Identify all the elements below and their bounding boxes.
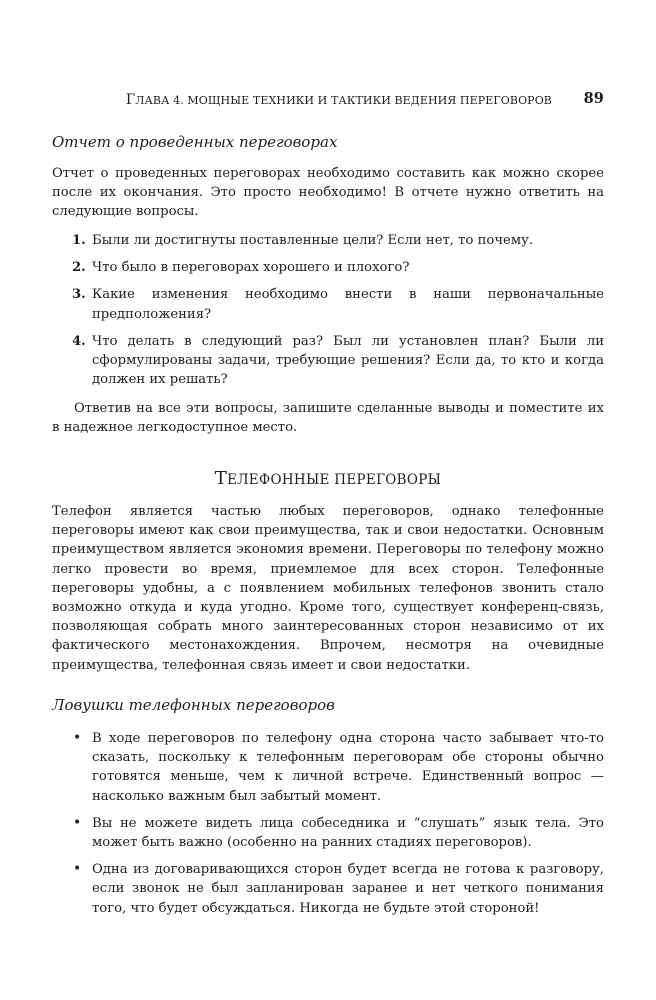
- section-heading-initial: Т: [214, 468, 228, 489]
- list-item-text: Вы не можете видеть лица собеседника и “слушать” язык тела. Это может быть важно (особенно на ранних стадиях переговоров).: [92, 815, 604, 851]
- bullet-icon: •: [73, 814, 82, 831]
- list-item-text: Какие изменения необходимо внести в наши первоначальные предположения?: [92, 287, 604, 322]
- section-heading-traps: Ловушки телефонных переговоров: [52, 696, 335, 714]
- chapter-title-initial: Г: [125, 92, 136, 108]
- list-item-number: 4.: [72, 333, 86, 349]
- bullet-list-traps: [72, 729, 604, 926]
- section-heading-phone: [52, 468, 604, 489]
- list-item: [72, 258, 604, 277]
- list-item-number: 1.: [72, 233, 86, 248]
- section-heading-report: Отчет о проведенных переговорах: [52, 133, 338, 151]
- section-heading-rest: ЕЛЕФОННЫЕ ПЕРЕГОВОРЫ: [227, 472, 442, 488]
- bullet-icon: •: [73, 730, 82, 746]
- list-item-text: Что делать в следующий раз? Был ли установлен план? Были ли сформулированы задачи, требующие решения? Если да, то кто и когда должен их решать?: [92, 333, 604, 388]
- bullet-icon: •: [73, 861, 82, 878]
- numbered-list-questions: [72, 231, 604, 397]
- list-item: [72, 860, 604, 918]
- list-item: [72, 729, 604, 806]
- list-item-text: Что было в переговорах хорошего и плохого?: [92, 260, 410, 276]
- chapter-title: [126, 92, 552, 108]
- list-item: [72, 231, 604, 250]
- list-item-number: 3.: [72, 287, 86, 303]
- list-item: [72, 814, 604, 852]
- list-item-text: Одна из договаривающихся сторон будет всегда не готова к разговору, если звонок не был запланирован заранее и нет четкого понимания того, что будет обсуждаться. Никогда не будьте этой стороной!: [92, 862, 604, 916]
- list-item: [72, 285, 604, 323]
- page-number: 89: [583, 90, 604, 107]
- list-item-number: 2.: [72, 260, 86, 276]
- paragraph-phone-body: Телефон является частью любых переговоров, однако телефонные переговоры имеют как свои преимущества, так и свои недостатки. Основным преимуществом является экономия времени. Переговоры по телефону можно легко провести во время, приемлемое для всех сторон. Телефонные переговоры удобны, а с появлением мобильных телефонов звонить стало возможно откуда и куда угодно. Кроме того, существует конференц-связь, позволяющая собрать много заинтересованных сторон независимо от их фактического местонахождения. Впрочем, несмотря на очевидные преимущества, телефонная связь имеет и свои недостатки.: [52, 504, 604, 673]
- list-item-text: В ходе переговоров по телефону одна сторона часто забывает что-то сказать, поскольку к телефонным переговорам обе стороны обычно готовятся меньше, чем к личной встрече. Единственный вопрос — насколько важным был забытый момент.: [92, 731, 604, 804]
- paragraph-report-closing: Ответив на все эти вопросы, запишите сделанные выводы и поместите их в надежное легкодоступное место.: [52, 401, 604, 436]
- list-item: [72, 332, 604, 390]
- paragraph-report-intro: Отчет о проведенных переговорах необходимо составить как можно скорее после их окончания. Это просто необходимо! В отчете нужно ответить на следующие вопросы.: [52, 166, 604, 220]
- chapter-title-rest: ЛАВА 4. МОЩНЫЕ ТЕХНИКИ И ТАКТИКИ ВЕДЕНИЯ ПЕРЕГОВОРОВ: [135, 94, 552, 107]
- running-header: [52, 90, 604, 110]
- list-item-text: Были ли достигнуты поставленные цели? Если нет, то почему.: [92, 233, 534, 248]
